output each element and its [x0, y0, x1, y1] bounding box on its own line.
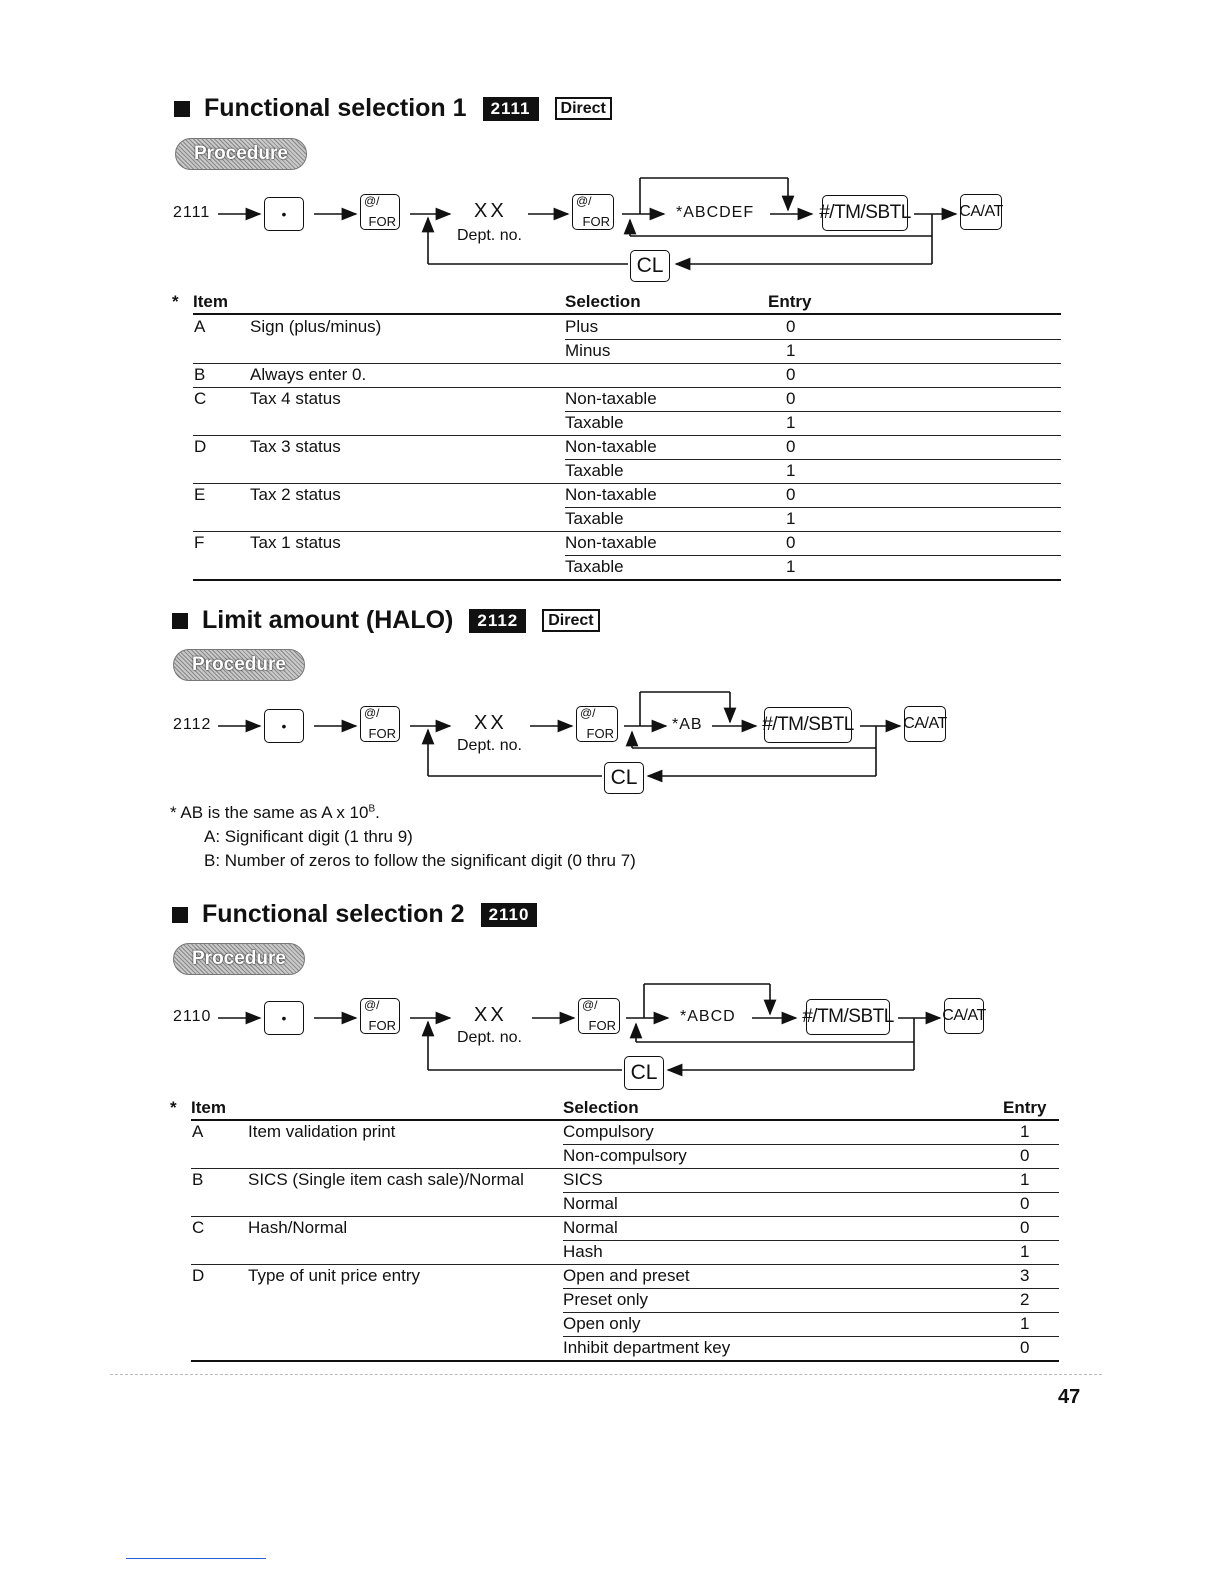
table-row-rule — [563, 1144, 1059, 1145]
row-item-description: Item validation print — [248, 1122, 396, 1141]
section2-at-for-key[interactable] — [360, 706, 400, 742]
row-item-letter: E — [194, 485, 206, 504]
table-star: * — [172, 292, 179, 311]
section2-sequence-text: *AB — [672, 716, 703, 733]
section2-key-sequence-diagram — [0, 690, 1224, 800]
row-selection: Non-taxable — [565, 485, 657, 504]
row-entry: 0 — [786, 485, 796, 504]
row-selection: Non-taxable — [565, 437, 657, 456]
row-selection: Normal — [563, 1194, 618, 1213]
row-selection: Taxable — [565, 509, 624, 528]
table-row-rule — [563, 1240, 1059, 1241]
row-selection: Normal — [563, 1218, 618, 1237]
table-row-rule — [191, 1216, 1059, 1217]
section1-cl-key[interactable]: CL — [630, 250, 670, 282]
section2-decimal-key[interactable]: • — [264, 709, 304, 743]
table-row-rule — [565, 555, 1061, 556]
section3-code-badge: 2110 — [481, 903, 538, 927]
row-selection: Taxable — [565, 557, 624, 576]
section3-dept-no-label: Dept. no. — [457, 1029, 522, 1046]
section3-cl-key[interactable]: CL — [624, 1056, 664, 1090]
row-item-letter: C — [194, 389, 207, 408]
at-for-key-top: @/ — [364, 998, 380, 1012]
section3-at-for-key-2[interactable] — [578, 998, 620, 1034]
table-row-rule — [563, 1312, 1059, 1313]
table-row-rule — [563, 1336, 1059, 1337]
section1-dept-no-label: Dept. no. — [457, 227, 522, 244]
section1-at-for-key-2[interactable] — [572, 194, 614, 230]
section3-at-for-key[interactable] — [360, 998, 400, 1034]
table-row-rule — [193, 363, 1061, 364]
row-item-letter: B — [192, 1170, 204, 1189]
note-line1-suffix: . — [375, 803, 380, 822]
row-entry: 0 — [1020, 1146, 1030, 1165]
section2-direct-badge: Direct — [542, 609, 599, 632]
at-for-key-bottom: FOR — [588, 1018, 616, 1033]
row-selection: Plus — [565, 317, 599, 336]
section2-code-badge: 2112 — [469, 609, 526, 633]
section1-sequence-start: 2111 — [173, 204, 211, 221]
row-selection: Hash — [563, 1242, 603, 1261]
section1-title-bar — [174, 94, 612, 123]
section2-note-line1 — [170, 803, 380, 823]
table-row-rule — [193, 579, 1061, 581]
section1-tm-sbtl-key[interactable]: #/TM/SBTL — [822, 195, 908, 231]
row-entry: 1 — [1020, 1170, 1030, 1189]
row-selection: Non-taxable — [565, 389, 657, 408]
section1-code-badge: 2111 — [483, 97, 539, 121]
row-entry: 1 — [786, 557, 796, 576]
section3-ca-at-key[interactable]: CA/AT — [944, 998, 984, 1034]
row-entry: 0 — [1020, 1338, 1030, 1357]
section1-xx-label: XX — [474, 200, 507, 222]
table-row-rule — [565, 339, 1061, 340]
row-selection: Taxable — [565, 461, 624, 480]
section3-tm-sbtl-key[interactable]: #/TM/SBTL — [806, 999, 890, 1035]
row-item-description: Tax 4 status — [250, 389, 341, 408]
section3-sequence-start: 2110 — [173, 1008, 212, 1025]
section3-key-sequence-diagram — [0, 982, 1224, 1092]
table-row-rule — [193, 483, 1061, 484]
section1-title: Functional selection 1 — [204, 94, 467, 122]
table-row-rule — [191, 1360, 1059, 1362]
row-entry: 1 — [786, 341, 796, 360]
row-entry: 3 — [1020, 1266, 1030, 1285]
section3-title-bar — [172, 900, 537, 929]
section2-at-for-key-2[interactable] — [576, 706, 618, 742]
row-item-description: Always enter 0. — [250, 365, 367, 384]
row-item-description: Tax 3 status — [250, 437, 341, 456]
section1-selection-table — [0, 290, 1224, 590]
at-for-key-top: @/ — [576, 194, 592, 208]
section3-xx-label: XX — [474, 1004, 507, 1026]
table-row-rule — [193, 435, 1061, 436]
at-for-key-top: @/ — [582, 998, 598, 1012]
section3-sequence-text: *ABCD — [680, 1008, 736, 1025]
section2-title-bar — [172, 606, 600, 635]
section2-note-line3: B: Number of zeros to follow the significant digit (0 thru 7) — [204, 851, 636, 870]
row-item-letter: F — [194, 533, 205, 552]
bottom-link-line — [126, 1558, 266, 1559]
table-header-rule — [191, 1119, 1059, 1121]
row-item-description: Tax 1 status — [250, 533, 341, 552]
section1-decimal-key[interactable]: • — [264, 197, 304, 231]
header-selection: Selection — [563, 1098, 639, 1117]
header-selection: Selection — [565, 292, 641, 311]
row-entry: 1 — [786, 413, 796, 432]
section1-at-for-key[interactable] — [360, 194, 400, 230]
row-entry: 0 — [786, 389, 796, 408]
row-selection: Minus — [565, 341, 611, 360]
section2-dept-no-label: Dept. no. — [457, 737, 522, 754]
section2-note-line2: A: Significant digit (1 thru 9) — [204, 827, 413, 846]
row-item-description: Type of unit price entry — [248, 1266, 420, 1285]
section3-title: Functional selection 2 — [202, 900, 465, 928]
row-entry: 1 — [786, 461, 796, 480]
row-item-letter: A — [192, 1122, 204, 1141]
row-item-letter: A — [194, 317, 206, 336]
header-entry: Entry — [768, 292, 812, 311]
at-for-key-bottom: FOR — [368, 1018, 396, 1033]
section2-title: Limit amount (HALO) — [202, 606, 454, 634]
header-item: Item — [193, 292, 228, 311]
header-entry: Entry — [1003, 1098, 1047, 1117]
table-row-rule — [565, 507, 1061, 508]
row-selection: Taxable — [565, 413, 624, 432]
section1-ca-at-key[interactable]: CA/AT — [960, 194, 1002, 230]
row-selection: Preset only — [563, 1290, 649, 1309]
table-row-rule — [563, 1192, 1059, 1193]
row-selection: SICS — [563, 1170, 603, 1189]
section1-direct-badge: Direct — [555, 97, 612, 120]
at-for-key-bottom: FOR — [368, 214, 396, 229]
note-line1-prefix: * AB is the same as A x 10 — [170, 803, 369, 822]
at-for-key-bottom: FOR — [368, 726, 396, 741]
table-row-rule — [191, 1264, 1059, 1265]
row-item-letter: C — [192, 1218, 205, 1237]
row-item-description: Hash/Normal — [248, 1218, 348, 1237]
section1-key-sequence-diagram — [0, 178, 1224, 288]
row-entry: 1 — [1020, 1242, 1030, 1261]
table-row-rule — [193, 387, 1061, 388]
row-item-letter: B — [194, 365, 206, 384]
row-entry: 1 — [1020, 1122, 1030, 1141]
row-entry: 1 — [1020, 1314, 1030, 1333]
at-for-key-top: @/ — [364, 706, 380, 720]
section2-procedure-badge: Procedure — [173, 649, 305, 681]
row-selection: Non-compulsory — [563, 1146, 687, 1165]
at-for-key-bottom: FOR — [586, 726, 614, 741]
bullet-square-icon — [172, 907, 188, 923]
table-row-rule — [191, 1168, 1059, 1169]
row-item-letter: D — [194, 437, 207, 456]
row-selection: Open only — [563, 1314, 641, 1333]
at-for-key-top: @/ — [580, 706, 596, 720]
section2-sequence-start: 2112 — [173, 716, 212, 733]
footer-divider — [110, 1374, 1102, 1375]
bullet-square-icon — [172, 613, 188, 629]
row-selection: Inhibit department key — [563, 1338, 731, 1357]
section2-xx-label: XX — [474, 712, 507, 734]
row-selection: Non-taxable — [565, 533, 657, 552]
row-selection: Compulsory — [563, 1122, 654, 1141]
section2-tm-sbtl-key[interactable]: #/TM/SBTL — [764, 707, 852, 743]
row-entry: 0 — [1020, 1218, 1030, 1237]
section2-ca-at-key[interactable]: CA/AT — [904, 706, 946, 742]
row-entry: 1 — [786, 509, 796, 528]
section1-procedure-badge: Procedure — [175, 138, 307, 170]
row-entry: 0 — [786, 365, 796, 384]
section3-decimal-key[interactable]: • — [264, 1001, 304, 1035]
section2-cl-key[interactable]: CL — [604, 762, 644, 794]
header-item: Item — [191, 1098, 226, 1117]
table-row-rule — [193, 531, 1061, 532]
section3-procedure-badge: Procedure — [173, 943, 305, 975]
row-selection: Open and preset — [563, 1266, 690, 1285]
at-for-key-top: @/ — [364, 194, 380, 208]
table-star: * — [170, 1098, 177, 1117]
section1-sequence-text: *ABCDEF — [676, 204, 755, 221]
table-row-rule — [563, 1288, 1059, 1289]
row-item-letter: D — [192, 1266, 205, 1285]
table-header-rule — [193, 313, 1061, 315]
bullet-square-icon — [174, 101, 190, 117]
row-entry: 0 — [786, 437, 796, 456]
at-for-key-bottom: FOR — [582, 214, 610, 229]
row-entry: 0 — [786, 533, 796, 552]
table-row-rule — [565, 459, 1061, 460]
row-entry: 0 — [1020, 1194, 1030, 1213]
row-item-description: Sign (plus/minus) — [250, 317, 382, 336]
row-entry: 0 — [786, 317, 796, 336]
row-entry: 2 — [1020, 1290, 1030, 1309]
section3-selection-table — [0, 1094, 1224, 1364]
row-item-description: SICS (Single item cash sale)/Normal — [248, 1170, 524, 1189]
table-row-rule — [565, 411, 1061, 412]
note-line1-superscript: B — [368, 803, 376, 815]
row-item-description: Tax 2 status — [250, 485, 341, 504]
page-number: 47 — [1058, 1386, 1081, 1408]
